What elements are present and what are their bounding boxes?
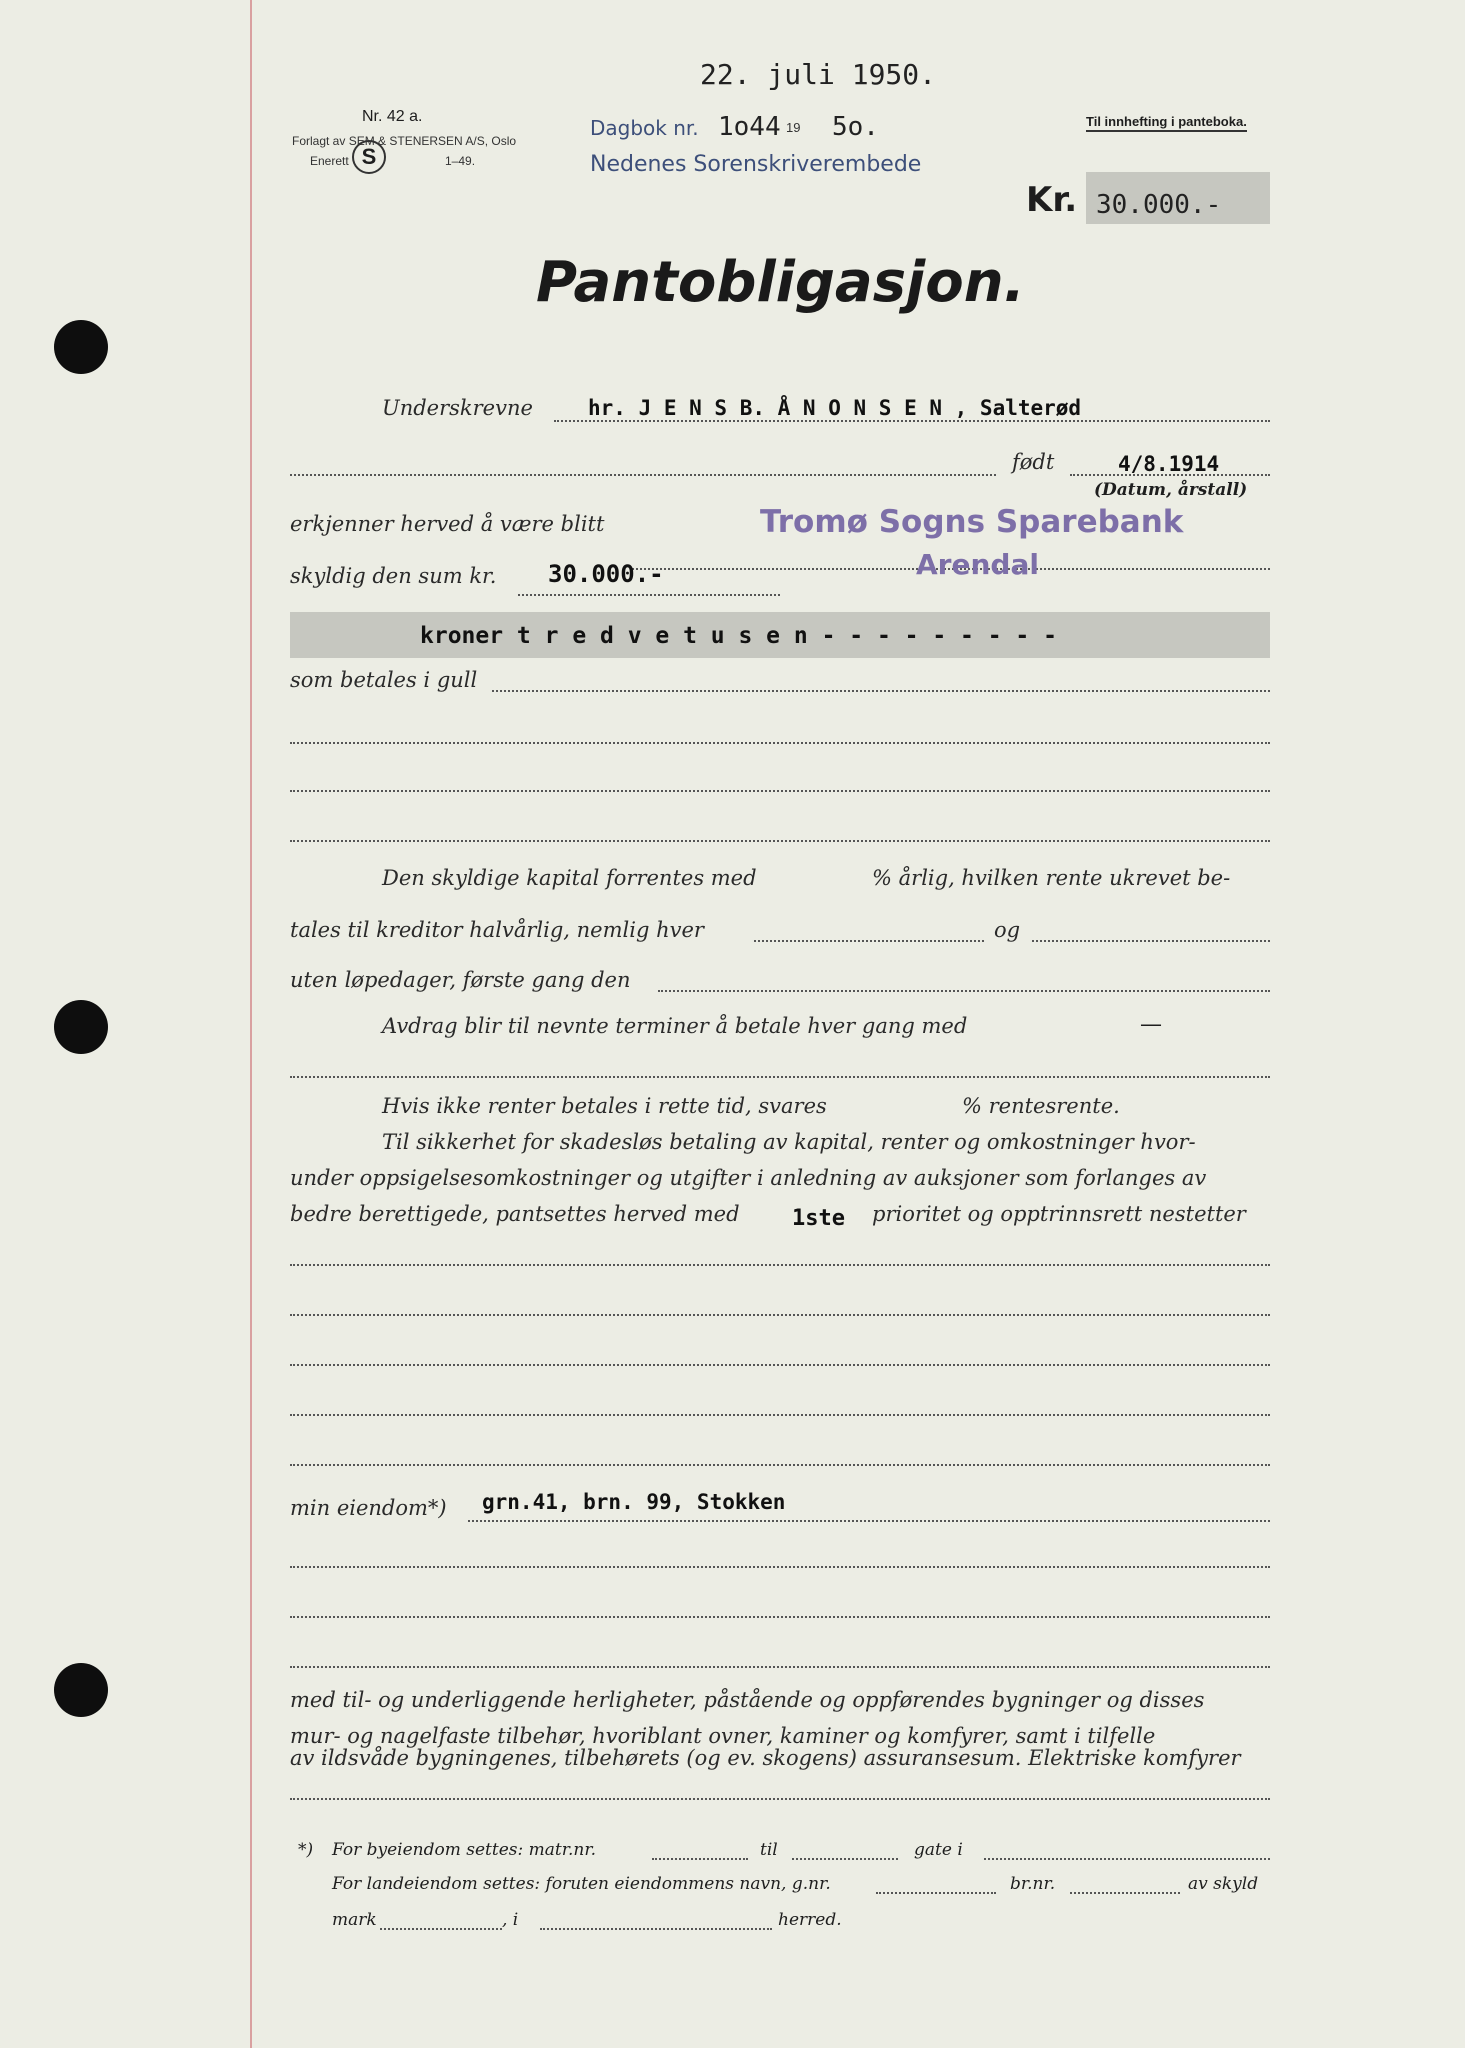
- rente-line-1a: Den skyldige kapital forrentes med: [382, 866, 757, 890]
- footnote-star: *): [298, 1840, 314, 1860]
- avdrag-dash: —: [1140, 1012, 1162, 1037]
- sikkerhet-line-3b: prioritet og opptrinnsrett nestetter: [872, 1202, 1246, 1226]
- dotted-line: [290, 1566, 1270, 1568]
- dotted-line: [290, 1364, 1270, 1366]
- publisher: Forlagt av SEM & STENERSEN A/S, Oslo: [292, 134, 517, 148]
- sikkerhet-line-1: Til sikkerhet for skadesløs betaling av kapital, renter og omkostninger hvor-: [382, 1130, 1196, 1154]
- enerett: Enerett: [310, 154, 349, 168]
- rente-line-2b: og: [994, 918, 1021, 942]
- edition: 1–49.: [445, 154, 476, 168]
- underskrevne-label: Underskrevne: [382, 396, 533, 420]
- dotted-line: [1070, 1892, 1180, 1894]
- dotted-line: [290, 1264, 1270, 1266]
- prioritet-value: 1ste: [792, 1206, 845, 1231]
- dotted-line: [290, 474, 996, 476]
- amount-label: Kr.: [1026, 180, 1078, 220]
- margin-line: [250, 0, 252, 2048]
- footnote-land-c: av skyld: [1188, 1874, 1259, 1894]
- rente-line-1b: % årlig, hvilken rente ukrevet be-: [872, 866, 1231, 890]
- rente-line-3: uten løpedager, første gang den: [290, 968, 631, 992]
- dotted-line: [290, 840, 1270, 842]
- dotted-line: [290, 1314, 1270, 1316]
- dotted-line: [518, 594, 780, 596]
- publisher-logo-icon: S: [352, 140, 386, 174]
- dotted-line: [754, 940, 984, 942]
- dotted-line: [876, 1892, 996, 1894]
- underskrevne-value: hr. J E N S B. Å N O N S E N , Salterød: [588, 396, 1082, 420]
- dotted-line: [468, 1520, 1270, 1522]
- form-number: Nr. 42 a.: [362, 108, 423, 125]
- creditor-stamp-name: Tromø Sogns Sparebank: [760, 504, 1184, 540]
- fodt-label: født: [1012, 450, 1055, 474]
- hvis-line-a: Hvis ikke renter betales i rette tid, svares: [382, 1094, 827, 1118]
- dagbok-sep: 19: [786, 120, 801, 135]
- office-stamp: Nedenes Sorenskriverembede: [590, 152, 922, 177]
- skyldig-value: 30.000.-: [548, 560, 664, 588]
- date-typed: 22. juli 1950.: [700, 58, 937, 91]
- fodt-hint: (Datum, årstall): [1094, 480, 1248, 500]
- footnote-mark-a: mark: [332, 1910, 377, 1930]
- dotted-line: [1032, 940, 1270, 942]
- dagbok-year: 5o.: [832, 112, 879, 142]
- dagbok-number: 1o44: [718, 112, 781, 142]
- med-line-1: med til- og underliggende herligheter, påstående og oppførendes bygninger og disses: [290, 1688, 1205, 1712]
- sikkerhet-line-2: under oppsigelsesomkostninger og utgifter i anledning av auksjoner som forlanges av: [290, 1166, 1207, 1190]
- erkjenner-label: erkjenner herved å være blitt: [290, 512, 605, 536]
- footnote-by-c: gate i: [914, 1840, 963, 1860]
- dotted-line: [984, 1858, 1270, 1860]
- dotted-line: [658, 990, 1270, 992]
- creditor-stamp-city: Arendal: [916, 548, 1039, 581]
- rente-line-2a: tales til kreditor halvårlig, nemlig hver: [290, 918, 704, 942]
- dotted-line: [792, 1858, 898, 1860]
- eiendom-value: grn.41, brn. 99, Stokken: [482, 1490, 786, 1514]
- dotted-line: [492, 690, 1270, 692]
- dotted-line: [380, 1928, 502, 1930]
- dotted-line: [290, 1414, 1270, 1416]
- dotted-line: [290, 790, 1270, 792]
- gull-label: som betales i gull: [290, 668, 478, 692]
- binding-note: Til innhefting i panteboka.: [1086, 114, 1247, 132]
- dotted-line: [290, 1616, 1270, 1618]
- dotted-line: [554, 420, 1270, 422]
- punch-hole-middle: [54, 1000, 108, 1054]
- amount-words: kroner t r e d v e t u s e n - - - - - - - - -: [420, 623, 1057, 649]
- med-line-2: mur- og nagelfaste tilbehør, hvoriblant ovner, kaminer og komfyrer, samt i tilfelle: [290, 1724, 1156, 1748]
- sikkerhet-line-3a: bedre berettigede, pantsettes herved med: [290, 1202, 740, 1226]
- dotted-line: [652, 1858, 748, 1860]
- dotted-line: [290, 742, 1270, 744]
- dotted-line: [290, 1666, 1270, 1668]
- avdrag-line: Avdrag blir til nevnte terminer å betale hver gang med: [382, 1014, 968, 1038]
- footnote-mark-c: herred.: [778, 1910, 842, 1930]
- punch-hole-bottom: [54, 1663, 108, 1717]
- footnote-by-a: For byeiendom settes: matr.nr.: [332, 1840, 596, 1860]
- dotted-line: [290, 1464, 1270, 1466]
- dagbok-label: Dagbok nr.: [590, 116, 699, 140]
- dotted-line: [540, 1928, 772, 1930]
- document-title: Pantobligasjon.: [536, 250, 1025, 315]
- fodt-value: 4/8.1914: [1118, 452, 1220, 476]
- punch-hole-top: [54, 320, 108, 374]
- dotted-line: [290, 1798, 1270, 1800]
- footnote-land-a: For landeiendom settes: foruten eiendommens navn, g.nr.: [332, 1874, 831, 1894]
- hvis-line-b: % rentesrente.: [962, 1094, 1120, 1118]
- footnote-mark-b: , i: [502, 1910, 519, 1930]
- amount-value: 30.000.-: [1096, 190, 1222, 220]
- eiendom-label: min eiendom*): [290, 1496, 447, 1520]
- footnote-by-b: til: [760, 1840, 778, 1860]
- skyldig-label: skyldig den sum kr.: [290, 564, 497, 588]
- footnote-land-b: br.nr.: [1010, 1874, 1056, 1894]
- med-line-3: av ildsvåde bygningenes, tilbehørets (og ev. skogens) assuransesum. Elektriske komfyrer: [290, 1746, 1241, 1770]
- dotted-line: [290, 1076, 1270, 1078]
